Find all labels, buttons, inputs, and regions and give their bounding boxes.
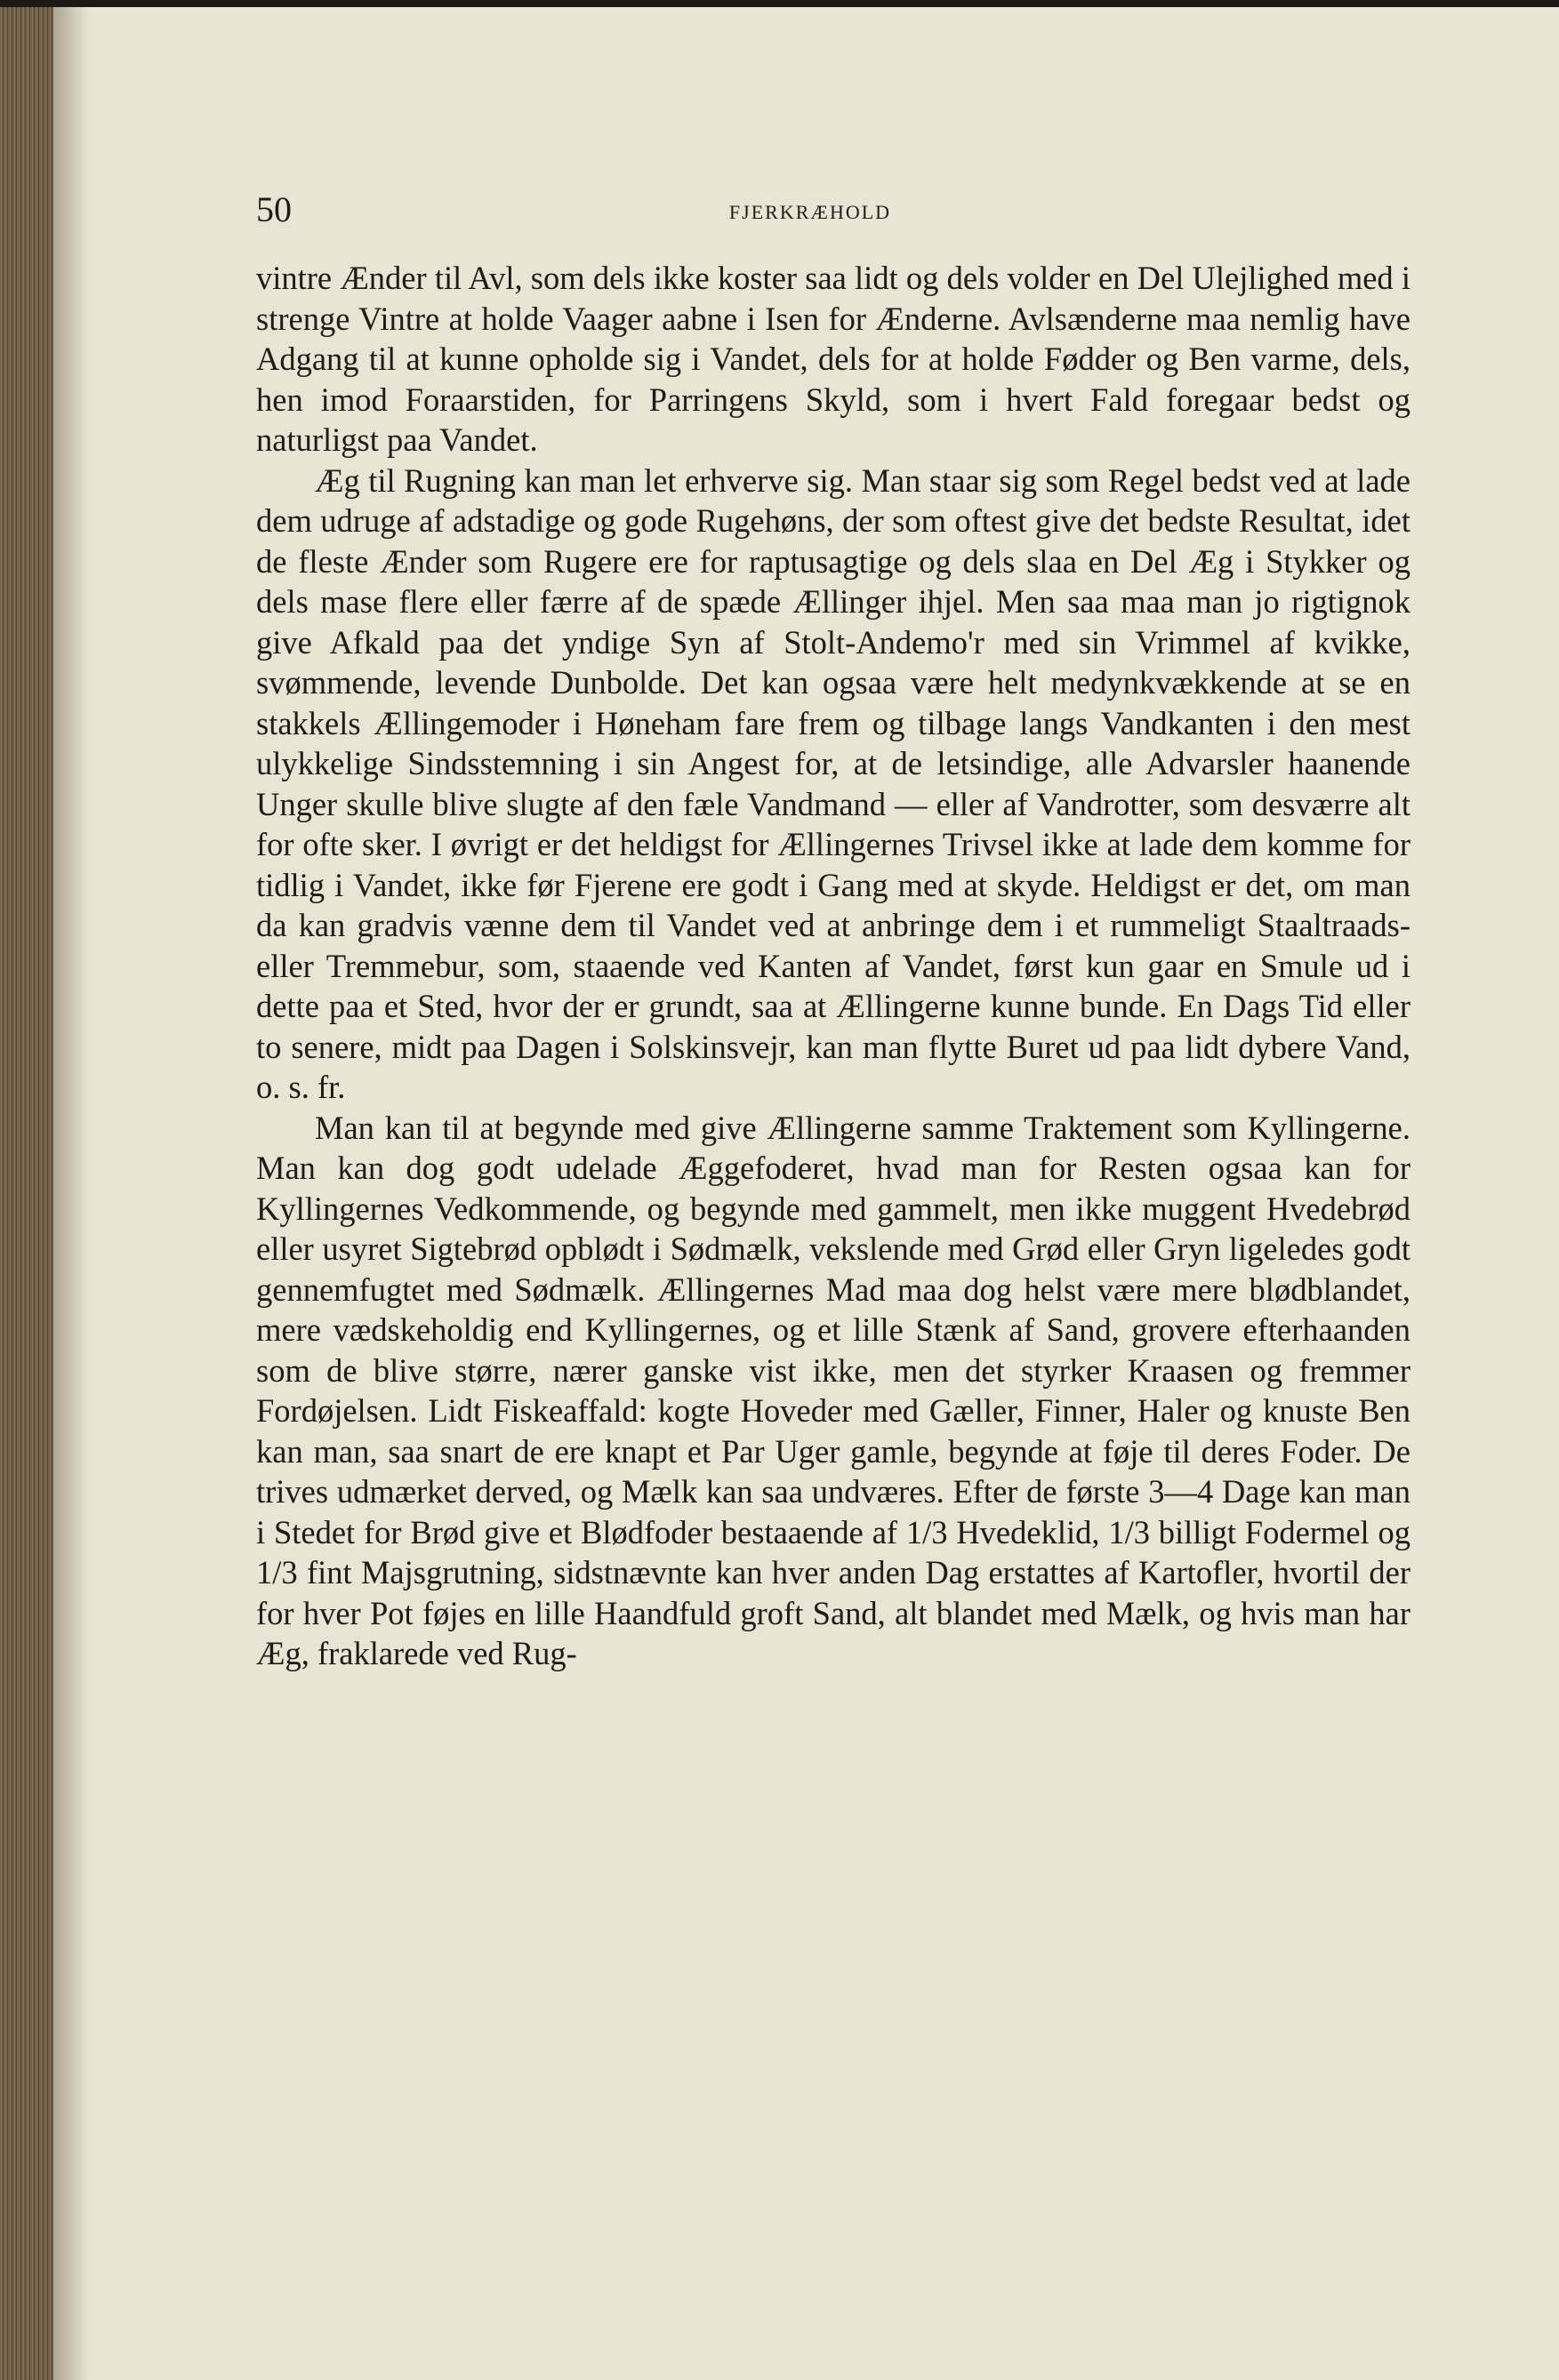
page-header bbox=[256, 188, 1364, 242]
fraction-one-third-b: 1/3 bbox=[1108, 1513, 1150, 1551]
body-text bbox=[256, 258, 1410, 1674]
paragraph-3 bbox=[256, 1108, 1410, 1674]
paragraph-3-text-c: billigt Fodermel og bbox=[1149, 1513, 1410, 1551]
page-number: 50 bbox=[256, 189, 292, 229]
page-edge bbox=[0, 7, 53, 2380]
paragraph-1: vintre Ænder til Avl, som dels ikke koster saa lidt og dels volder en Del Ulejlighed med i strenge Vintre at holde Vaager aabne i Isen for Ænderne. Avlsænderne maa nemlig have Adgang til at kunne opholde sig i Vandet, dels for at holde Fødder og Ben varme, dels, hen imod Foraarstiden, for Parringens Skyld, som i hvert Fald foregaar bedst og naturligst paa Vandet. bbox=[256, 260, 1410, 458]
paragraph-2: Æg til Rugning kan man let erhverve sig. Man staar sig som Regel bedst ved at lade dem udruge af adstadige og gode Rugehøns, der som oftest give det bedste Resultat, idet de fleste Ænder som Rugere ere for raptusagtige og dels slaa en Del Æg i Stykker og dels mase flere eller færre af de spæde Ællinger ihjel. Men saa maa man jo rigtignok give Afkald paa det yndige Syn af Stolt-Andemo'r med sin Vrimmel af kvikke, svømmende, levende Dunbolde. Det kan ogsaa være helt medynkvækkende at se en stakkels Ællingemoder i Høneham fare frem og tilbage langs Vandkanten i den mest ulykkelige Sindsstemning i sin Angest for, at de letsindige, alle Advarsler haanende Unger skulle blive slugte af den fæle Vandmand — eller af Vandrotter, som desværre alt for ofte sker. I øvrigt er det heldigst for Ællingernes Trivsel ikke at lade dem komme for tidlig i Vandet, ikke før Fjerene ere godt i Gang med at skyde. Heldigst er det, om man da kan gradvis vænne dem til Vandet ved at anbringe dem i et rummeligt Staaltraads- eller Tremmebur, som, staaende ved Kanten af Vandet, først kun gaar en Smule ud i dette paa et Sted, hvor der er grundt, saa at Ællingerne kunne bunde. En Dags Tid eller to senere, midt paa Dagen i Solskinsvejr, kan man flytte Buret ud paa lidt dybere Vand, o. s. fr. bbox=[256, 461, 1410, 1105]
fraction-one-third-a: 1/3 bbox=[905, 1513, 948, 1551]
running-head: FJERKRÆHOLD bbox=[728, 201, 892, 223]
paragraph-3-text-b: Hvedeklid, bbox=[947, 1513, 1109, 1551]
paragraph-3-text-d: fint Majsgrutning, sidstnævnte kan hver anden Dag erstattes af Kartofler, hvortil der for hver Pot føjes en lille Haandfuld groft Sand, alt blandet med Mælk, og hvis man har Æg, fraklarede ved Rug- bbox=[256, 1554, 1410, 1671]
fraction-one-third-c: 1/3 bbox=[256, 1554, 298, 1591]
paragraph-3-text-a: Man kan til at begynde med give Ællingerne samme Traktement som Kyllingerne. Man kan dog godt udelade Æggefoderet, hvad man for Resten ogsaa kan for Kyllingernes Vedkommende, og begynde med gammelt, men ikke muggent Hvedebrød eller usyret Sigtebrød opblødt i Sødmælk, vekslende med Grød eller Gryn ligeledes godt gennemfugtet med Sødmælk. Ællingernes Mad maa dog helst være mere blødblandet, mere vædskeholdig end Kyllingernes, og et lille Stænk af Sand, grovere efterhaanden som de blive større, nærer ganske vist ikke, men det styrker Kraasen og fremmer Fordøjelsen. Lidt Fiskeaffald: kogte Hoveder med Gæller, Finner, Haler og knuste Ben kan man, saa snart de ere knapt et Par Uger gamle, begynde at føje til deres Foder. De trives udmærket derved, og Mælk kan saa undværes. Efter de første 3—4 Dage kan man i Stedet for Brød give et Blødfoder bestaaende af bbox=[256, 1109, 1410, 1551]
